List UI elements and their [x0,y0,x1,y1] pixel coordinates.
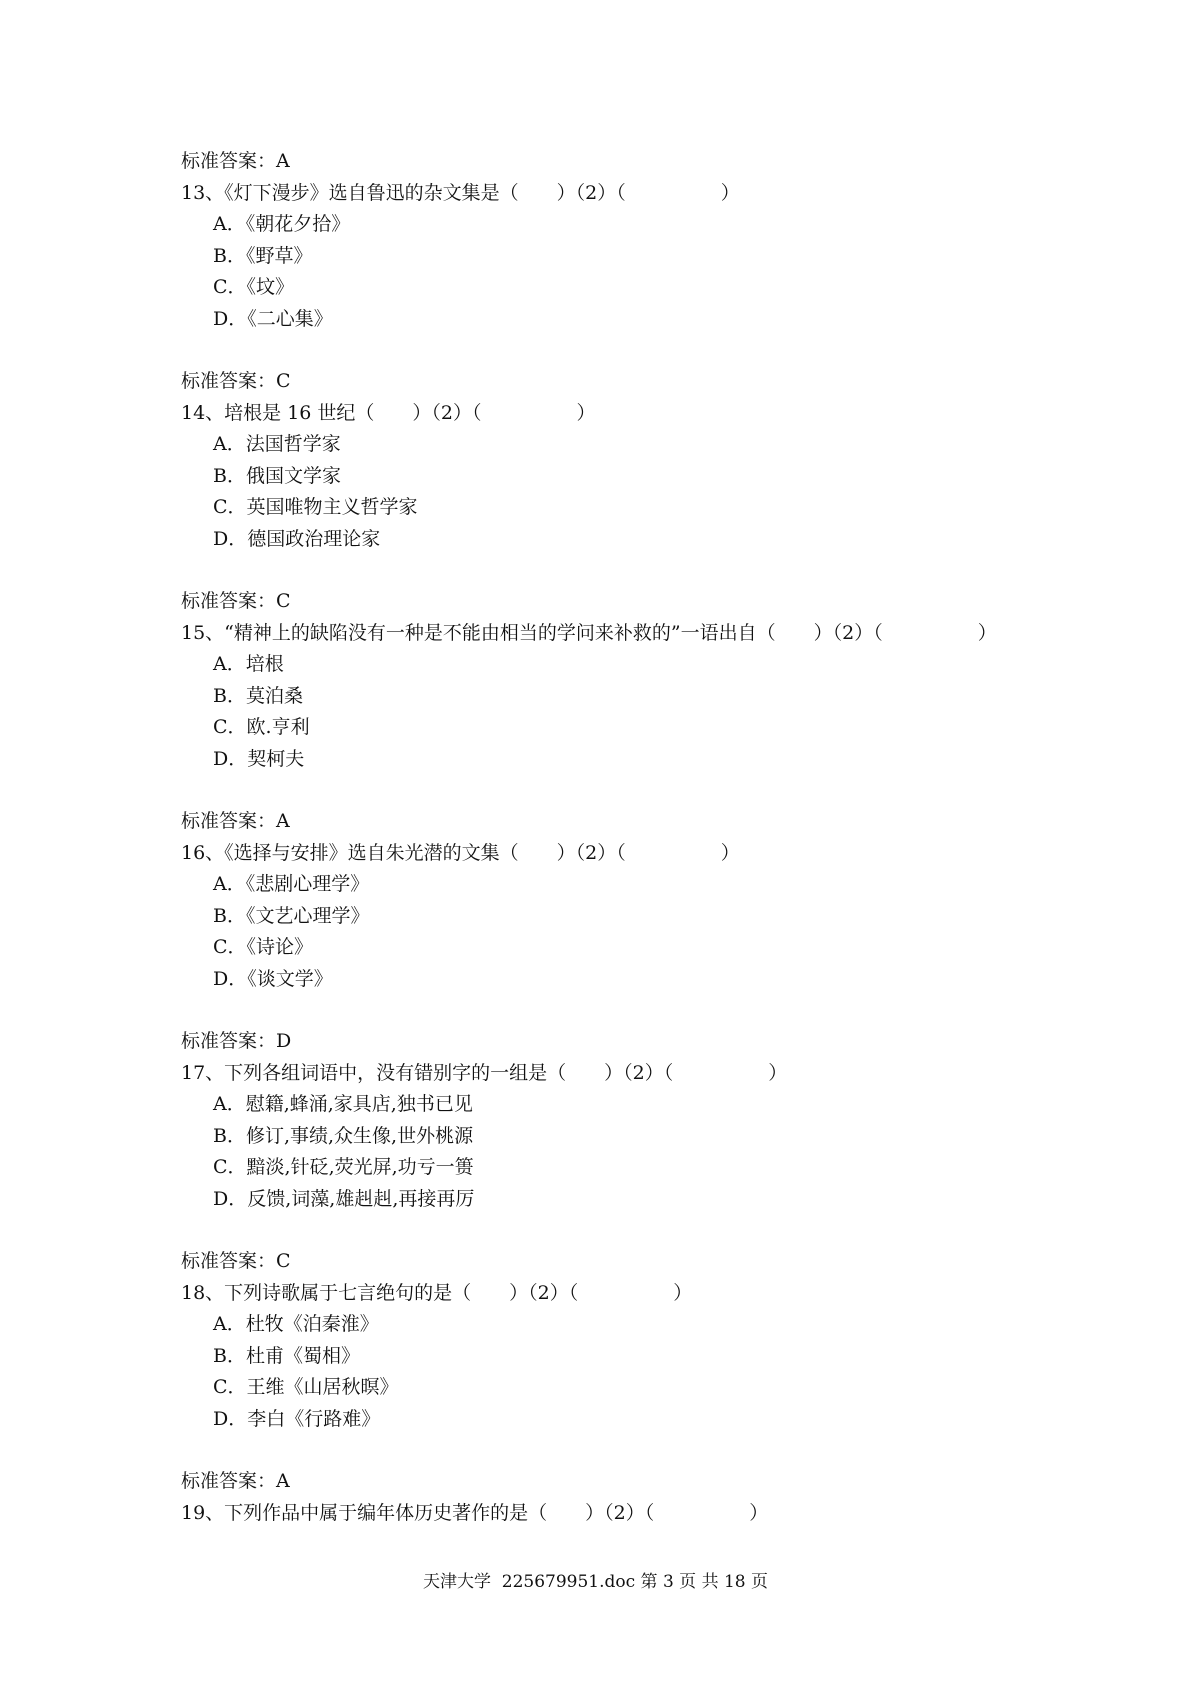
option-d: D．德国政治理论家 [213,527,381,550]
option-c: C．《诗论》 [213,936,314,958]
option-a: A．《朝花夕拾》 [213,213,351,235]
standard-answer: 标准答案：D [181,1030,292,1052]
option-a: A．培根 [213,653,284,675]
spacer [181,335,1061,366]
option-b: B．俄国文学家 [213,464,341,487]
option-c: C．王维《山居秋暝》 [213,1376,399,1398]
option-d: D．反馈,词藻,雄赳赳,再接再厉 [213,1187,475,1210]
spacer [181,1435,1061,1466]
spacer [181,555,1061,586]
option-d: D．《二心集》 [213,307,333,330]
option-b: B．修订,事绩,众生像,世外桃源 [213,1124,474,1147]
option-c: C．《坟》 [213,276,295,298]
question-stem: 13、《灯下漫步》选自鲁迅的杂文集是（ ）（2）（ ） [181,181,740,204]
option-c: C．欧.亨利 [213,716,310,738]
option-b: B．莫泊桑 [213,684,303,707]
option-b: B．杜甫《蜀相》 [213,1344,360,1367]
option-d: D．《谈文学》 [213,967,333,990]
option-a: A．法国哲学家 [213,433,341,455]
option-a: A．慰籍,蜂涌,家具店,独书已见 [213,1093,473,1115]
standard-answer: 标准答案：A [181,810,290,832]
question-stem: 14、培根是 16 世纪（ ）（2）（ ） [181,401,596,424]
page-footer: 天津大学 225679951.doc 第 3 页 共 18 页 [422,1572,769,1592]
question-stem: 16、《选择与安排》选自朱光潜的文集（ ）（2）（ ） [181,841,740,864]
option-c: C．黯淡,针砭,荧光屏,功亏一篑 [213,1156,474,1178]
standard-answer: 标准答案：A [181,150,290,172]
question-stem: 17、下列各组词语中，没有错别字的一组是（ ）（2）（ ） [181,1061,788,1084]
option-a: A．《悲剧心理学》 [213,873,370,895]
spacer [181,775,1061,806]
spacer [181,995,1061,1026]
question-stem: 18、下列诗歌属于七言绝句的是（ ）（2）（ ） [181,1281,693,1304]
standard-answer: 标准答案：A [181,1470,290,1492]
option-b: B．《文艺心理学》 [213,904,370,927]
question-list [181,146,1061,1529]
spacer [181,1215,1061,1246]
question-stem: 19、下列作品中属于编年体历史著作的是（ ）（2）（ ） [181,1501,769,1524]
option-d: D．李白《行路难》 [213,1407,381,1430]
option-a: A．杜牧《泊秦淮》 [213,1313,379,1335]
standard-answer: 标准答案：C [181,370,291,392]
question-stem: 15、“精神上的缺陷没有一种是不能由相当的学问来补救的”一语出自（ ）（2）（ ） [181,621,997,644]
option-b: B．《野草》 [213,244,313,267]
option-d: D．契柯夫 [213,747,305,770]
option-c: C．英国唯物主义哲学家 [213,496,418,518]
standard-answer: 标准答案：C [181,1250,291,1272]
standard-answer: 标准答案：C [181,590,291,612]
